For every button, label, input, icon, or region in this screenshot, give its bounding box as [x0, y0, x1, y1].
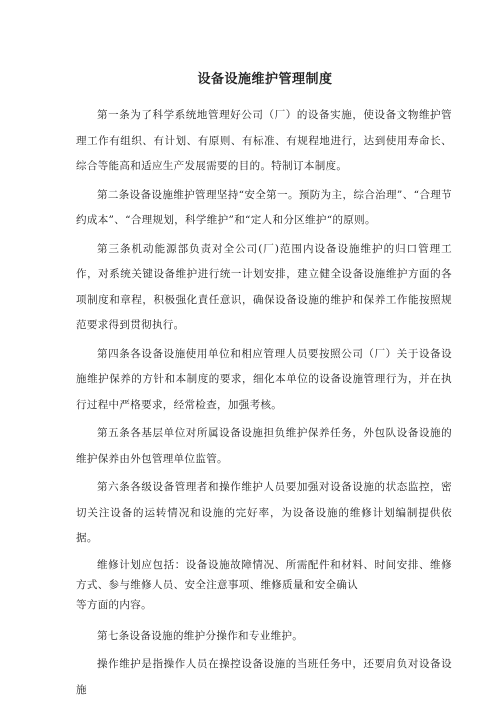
paragraph-article-1: 第一条为了科学系统地管理好公司（厂）的设备实施，使设备文物维护管理工作有组织、有计划、有原则、有标准、有规程地进行，达到使用寿命长、综合等能高和适应生产发展需要的目的。特制订本制度。 — [76, 109, 452, 172]
paragraph-article-3: 第三条机动能源部负责对全公司(厂)范围内设备设施维护的归口管理工作，对系统关键设备维护进行统一计划安排，建立健全设备设施维护方面的各项制度和章程，积极强化責任意识，确保设备设施的维护和保养工作能按照规范要求得到贯彻执行。 — [76, 242, 452, 331]
document-title: 设备设施维护管理制度 — [197, 72, 333, 87]
paragraph-article-6: 第六条各级设备管理者和操作维护人员要加强对设备设施的状态监控，密切关注设备的运转情况和设施的完好率，为设备设施的维修计划编制提供依据。 — [76, 481, 452, 544]
paragraph-operation-maintenance: 操作维护是指操作人员在操控设备设施的当班任务中，还要肩负对设备设施 — [76, 658, 452, 696]
paragraph-maintenance-plan-continued: 等方面的内容。 — [76, 598, 152, 611]
paragraph-maintenance-plan: 维修计划应包括：设备设施故障情况、所需配件和材料、时间安排、维修方式、参与维修人员、安全注意事项、维修质量和安全确认 — [76, 558, 452, 591]
paragraph-article-2: 第二条设备设施维护管理坚持“安全第一。预防为主，综合治理”、“合理节约成本”、“合理规划，科学维护”和“定人和分区维护“的原则。 — [76, 188, 452, 226]
paragraph-article-7: 第七条设备设施的维护分操作和专业维护。 — [97, 629, 304, 642]
paragraph-article-4: 第四条各设备设施使用单位和相应管理人员要按照公司（厂）关于设备设施维护保养的方针和本制度的要求，细化本单位的设备设施管理行为，并在执行过程中严格要求，经常检查，加强考核。 — [76, 347, 452, 411]
paragraph-article-5: 第五条各基层单位对所属设备设施担负维护保养任务，外包队设备设施的维护保养由外包管理单位监管。 — [76, 427, 452, 465]
